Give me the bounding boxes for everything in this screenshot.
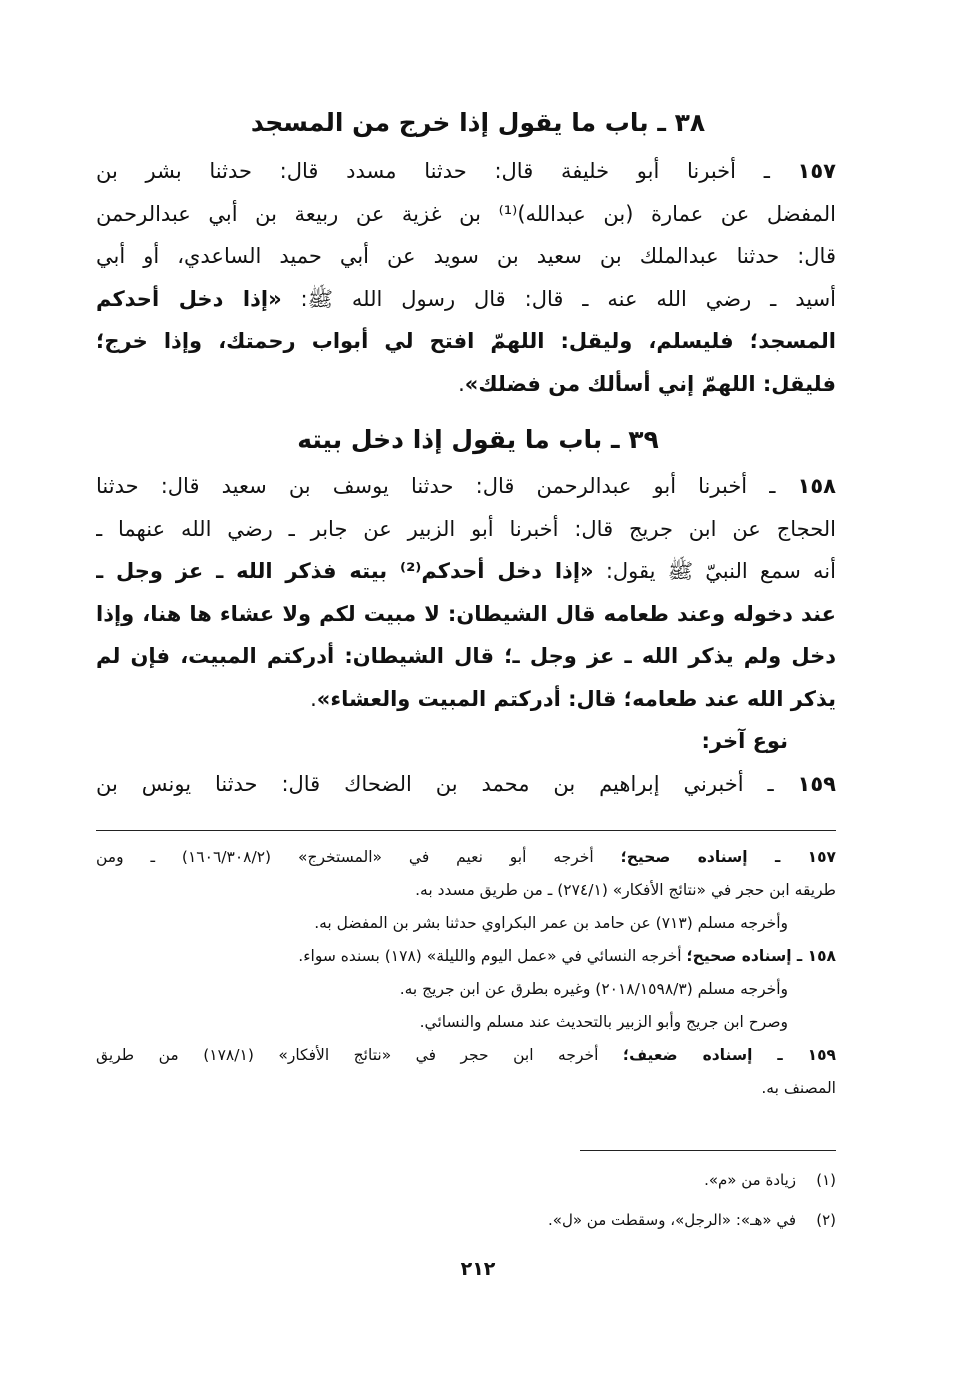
text-line: دخل ولم يذكر الله ـ عز وجل ـ؛ قال الشيطان: أدركتم المبيت، فإن لم <box>96 644 836 668</box>
footnote-1: (١)زيادة من «م». <box>704 1171 836 1189</box>
hadith-number: ١٥٩ <box>797 771 836 796</box>
section-heading-38: ٣٨ ـ باب ما يقول إذا خرج من المسجد <box>250 108 706 137</box>
text-line: فليقل: اللهمّ إني أسألك من فضلك». <box>458 371 836 396</box>
takhrij-notes <box>96 841 836 1105</box>
footnotes <box>96 1160 836 1240</box>
hadith-number: ١٥٨ <box>797 474 836 498</box>
note-line: ١٥٩ ـ إسناده ضعيف؛ أخرجه ابن حجر في «نتائج الأفكار» (١٧٨/١) من طريق <box>96 1046 836 1064</box>
text-line: يذكر الله عند طعامه؛ قال: أدركتم المبيت والعشاء». <box>310 686 836 711</box>
text-line: عند دخوله وعند طعامه قال الشيطان: لا مبيت لكم ولا عشاء ها هنا، وإذا <box>96 601 836 626</box>
text-line: ١٥٧ ـ أخبرنا أبو خليفة قال: حدثنا مسدد قال: حدثنا بشر بن <box>96 159 836 183</box>
note-line: ١٥٨ ـ إسناده صحيح؛ أخرجه النسائي في «عمل اليوم والليلة» (١٧٨) بسنده سواء. <box>298 947 836 965</box>
note-line: وأخرجه مسلم (٧١٣) عن حامد بن عمر البكراوي حدثنا بشر بن المفضل به. <box>314 914 788 932</box>
text-line: أسيد ـ رضي الله عنه ـ قال: قال رسول الله ﷺ: «إذا دخل أحدكم <box>96 286 836 311</box>
section-heading-39: ٣٩ ـ باب ما يقول إذا دخل بيته <box>297 425 659 454</box>
hadith-number: ١٥٧ <box>797 159 836 183</box>
subheading-another-type: نوع آخر: <box>701 729 788 753</box>
text-line: المفضل عن عمارة (بن عبدالله)⁽¹⁾ بن غزية عن ربيعة بن أبي عبدالرحمن <box>96 201 836 226</box>
page-number: ٢١٢ <box>460 1258 496 1280</box>
note-line: وصرح ابن جريج وأبو الزبير بالتحديث عند مسلم والنسائي. <box>419 1013 788 1031</box>
hadith-157 <box>96 150 836 405</box>
hadith-159-line: ١٥٩ ـ أخبرني إبراهيم بن محمد بن الضحاك قال: حدثنا يونس بن <box>96 771 836 796</box>
footnote-2: (٢)في «هـ»: «الرجل»، وسقطت من «ل». <box>548 1211 836 1229</box>
text-line: الحجاج عن ابن جريج قال: أخبرنا أبو الزبير عن جابر ـ رضي الله عنهما ـ <box>96 516 836 541</box>
text-line: قال: حدثنا عبدالملك بن سعيد بن سويد عن أبي حميد الساعدي، أو أبي <box>96 244 836 268</box>
note-line: طريقه ابن حجر في «نتائج الأفكار» (٢٧٤/١) ـ من طريق مسدد به. <box>415 881 836 899</box>
text-line: أنه سمع النبيّ ﷺ يقول: «إذا دخل أحدكم⁽²⁾ بيته فذكر الله ـ عز وجل ـ <box>96 559 836 583</box>
text-line: ١٥٨ ـ أخبرنا أبو عبدالرحمن قال: حدثنا يوسف بن سعيد قال: حدثنا <box>96 474 836 498</box>
note-line: المصنف به. <box>761 1079 836 1097</box>
text-line: المسجد؛ فليسلم، وليقل: اللهمّ افتح لي أبواب رحمتك، وإذا خرج؛ <box>96 329 836 353</box>
note-line: ١٥٧ ـ إسناده صحيح؛ أخرجه أبو نعيم في «المستخرج» (١٦٠٦/٣٠٨/٢) ـ ومن <box>96 848 836 866</box>
note-line: وأخرجه مسلم (٢٠١٨/١٥٩٨/٣) وغيره بطرق عن ابن جريج به. <box>399 980 788 998</box>
notes-divider <box>96 830 836 831</box>
footnote-divider <box>580 1150 836 1151</box>
hadith-158 <box>96 465 836 805</box>
